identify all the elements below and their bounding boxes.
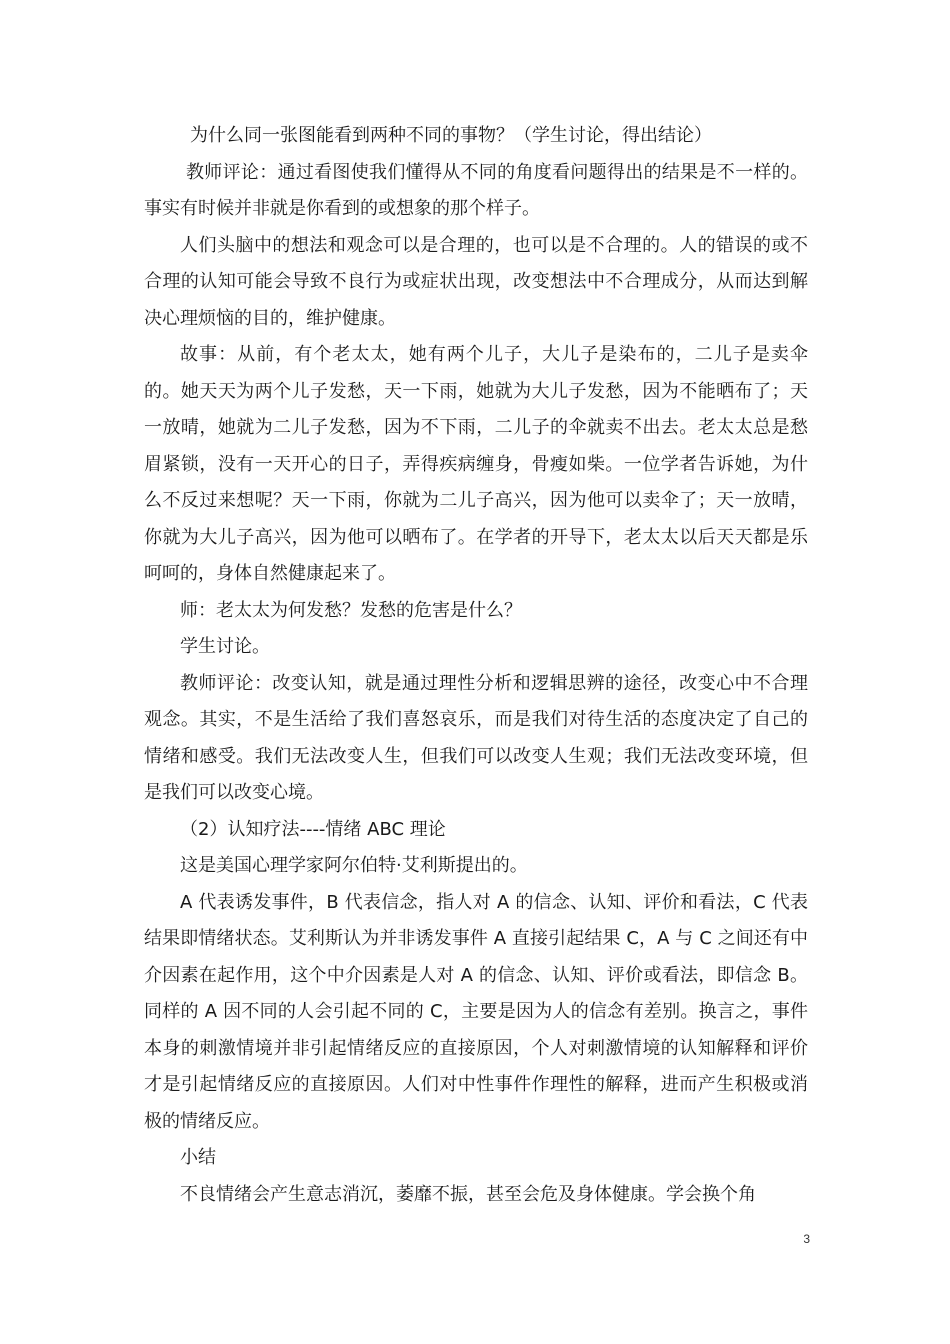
paragraph-teacher-comment-2: 教师评论：改变认知，就是通过理性分析和逻辑思辨的途径，改变心中不合理观念。其实，不是生活给了我们喜怒哀乐，而是我们对待生活的态度决定了自己的情绪和感受。我们无法改变人生，但我们可以改变人生观；我们无法改变环境，但是我们可以改变心境。 — [144, 672, 808, 803]
section-heading-summary: 小结 — [180, 1147, 216, 1168]
page-number: 3 — [803, 1232, 810, 1246]
paragraph-student-discussion: 学生讨论。 — [180, 636, 270, 657]
paragraph-summary: 不良情绪会产生意志消沉，萎靡不振，甚至会危及身体健康。学会换个角 — [180, 1183, 756, 1205]
paragraph-teacher-comment-1: 教师评论：通过看图使我们懂得从不同的角度看问题得出的结果是不一样的。事实有时候并非就是你看到的或想象的那个样子。 — [144, 161, 808, 219]
paragraph-ellis-origin: 这是美国心理学家阿尔伯特·艾利斯提出的。 — [180, 855, 528, 876]
paragraph-cognition: 人们头脑中的想法和观念可以是合理的，也可以是不合理的。人的错误的或不合理的认知可能会导致不良行为或症状出现，改变想法中不合理成分，从而达到解决心理烦恼的目的，维护健康。 — [144, 234, 808, 329]
paragraph-story: 故事：从前，有个老太太，她有两个儿子，大儿子是染布的，二儿子是卖伞的。她天天为两个儿子发愁，天一下雨，她就为大儿子发愁，因为不能晒布了；天一放晴，她就为二儿子发愁，因为不下雨，二儿子的伞就卖不出去。老太太总是愁眉紧锁，没有一天开心的日子，弄得疾病缠身，骨瘦如柴。一位学者告诉她，为什么不反过来想呢？天一下雨，你就为二儿子高兴，因为他可以卖伞了；天一放晴，你就为大儿子高兴，因为他可以晒布了。在学者的开导下，老太太以后天天都是乐呵呵的，身体自然健康起来了。 — [144, 344, 808, 584]
document-body — [144, 118, 808, 1213]
paragraph-teacher-question: 师：老太太为何发愁？发愁的危害是什么？ — [180, 599, 522, 621]
section-heading-abc-theory: （2）认知疗法----情绪 ABC 理论 — [180, 818, 446, 840]
paragraph-abc-explanation: A 代表诱发事件，B 代表信念，指人对 A 的信念、认知、评价和看法，C 代表结果即情绪状态。艾利斯认为并非诱发事件 A 直接引起结果 C，A 与 C 之间还有中介因素在起作用，这个中介因素是人对 A 的信念、认知、评价或看法，即信念 B。同样的 A 因不同的人会引起不同的 C，主要是因为人的信念有差别。换言之，事件本身的刺激情境并非引起情绪反应的直接原因，个人对刺激情境的认知解释和评价才是引起情绪反应的直接原因。人们对中性事件作理性的解释，进而产生积极或消极的情绪反应。 — [144, 891, 808, 1132]
paragraph-question: 为什么同一张图能看到两种不同的事物？（学生讨论，得出结论） — [190, 125, 712, 146]
